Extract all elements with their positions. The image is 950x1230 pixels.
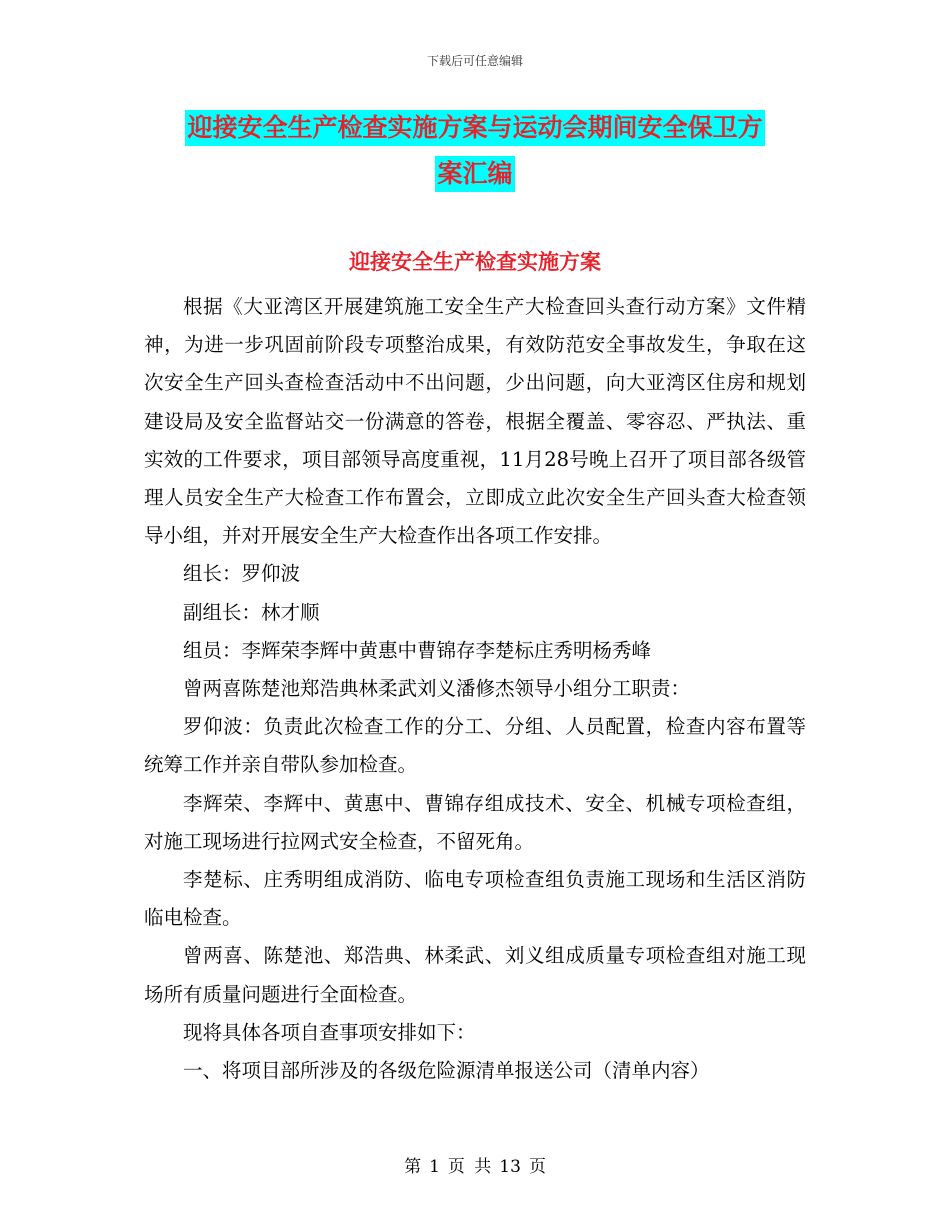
page-footer	[0, 1152, 950, 1177]
paragraph-duty-quality-group: 曾两喜、陈楚池、郑浩典、林柔武、刘义组成质量专项检查组对施工现场所有质量问题进行全面检查。	[144, 944, 806, 1006]
header-note: 下载后可任意编辑	[426, 54, 523, 68]
paragraph-deputy-leader: 副组长：林才顺	[183, 600, 320, 624]
paragraph-intro: 根据《大亚湾区开展建筑施工安全生产大检查回头查行动方案》文件精神，为进一步巩固前阶段专项整治成果，有效防范安全事故发生，争取在这次安全生产回头查检查活动中不出问题，少出问题，向大亚湾区住房和规划建设局及安全监督站交一份满意的答卷，根据全覆盖、零容忍、严执法、重实效的工件要求，项目部领导高度重视，11月28号晚上召开了项目部各级管理人员安全生产大检查工作布置会，立即成立此次安全生产回头查大检查领导小组，并对开展安全生产大检查作出各项工作安排。	[144, 295, 806, 548]
footer-page-number: 1	[429, 1157, 440, 1177]
footer-prefix: 第	[404, 1157, 422, 1177]
paragraph-duty-luo: 罗仰波：负责此次检查工作的分工、分组、人员配置，检查内容布置等统筹工作并亲自带队参加检查。	[144, 715, 806, 777]
document-title-line-1: 迎接安全生产检查实施方案与运动会期间安全保卫方	[185, 110, 764, 146]
document-title	[150, 110, 800, 192]
footer-total-pages: 13	[499, 1157, 521, 1177]
paragraph-duty-tech-group: 李辉荣、李辉中、黄惠中、曹锦存组成技术、安全、机械专项检查组，对施工现场进行拉网式安全检查，不留死角。	[144, 791, 806, 853]
document-body	[144, 288, 806, 1090]
footer-mid: 页 共	[447, 1157, 492, 1177]
paragraph-arrangement-intro: 现将具体各项自查事项安排如下：	[183, 1020, 476, 1044]
paragraph-members-cont: 曾两喜陈楚池郑浩典林柔武刘义潘修杰领导小组分工职责：	[183, 677, 691, 701]
section-title: 迎接安全生产检查实施方案	[349, 250, 601, 274]
paragraph-team-leader: 组长：罗仰波	[183, 562, 301, 586]
document-title-line-2: 案汇编	[435, 156, 514, 192]
paragraph-members: 组员：李辉荣李辉中黄惠中曹锦存李楚标庄秀明杨秀峰	[183, 638, 652, 662]
paragraph-item-1: 一、将项目部所涉及的各级危险源清单报送公司（清单内容）	[183, 1059, 710, 1083]
footer-suffix: 页	[528, 1157, 546, 1177]
paragraph-duty-fire-group: 李楚标、庄秀明组成消防、临电专项检查组负责施工现场和生活区消防临电检查。	[144, 868, 806, 930]
